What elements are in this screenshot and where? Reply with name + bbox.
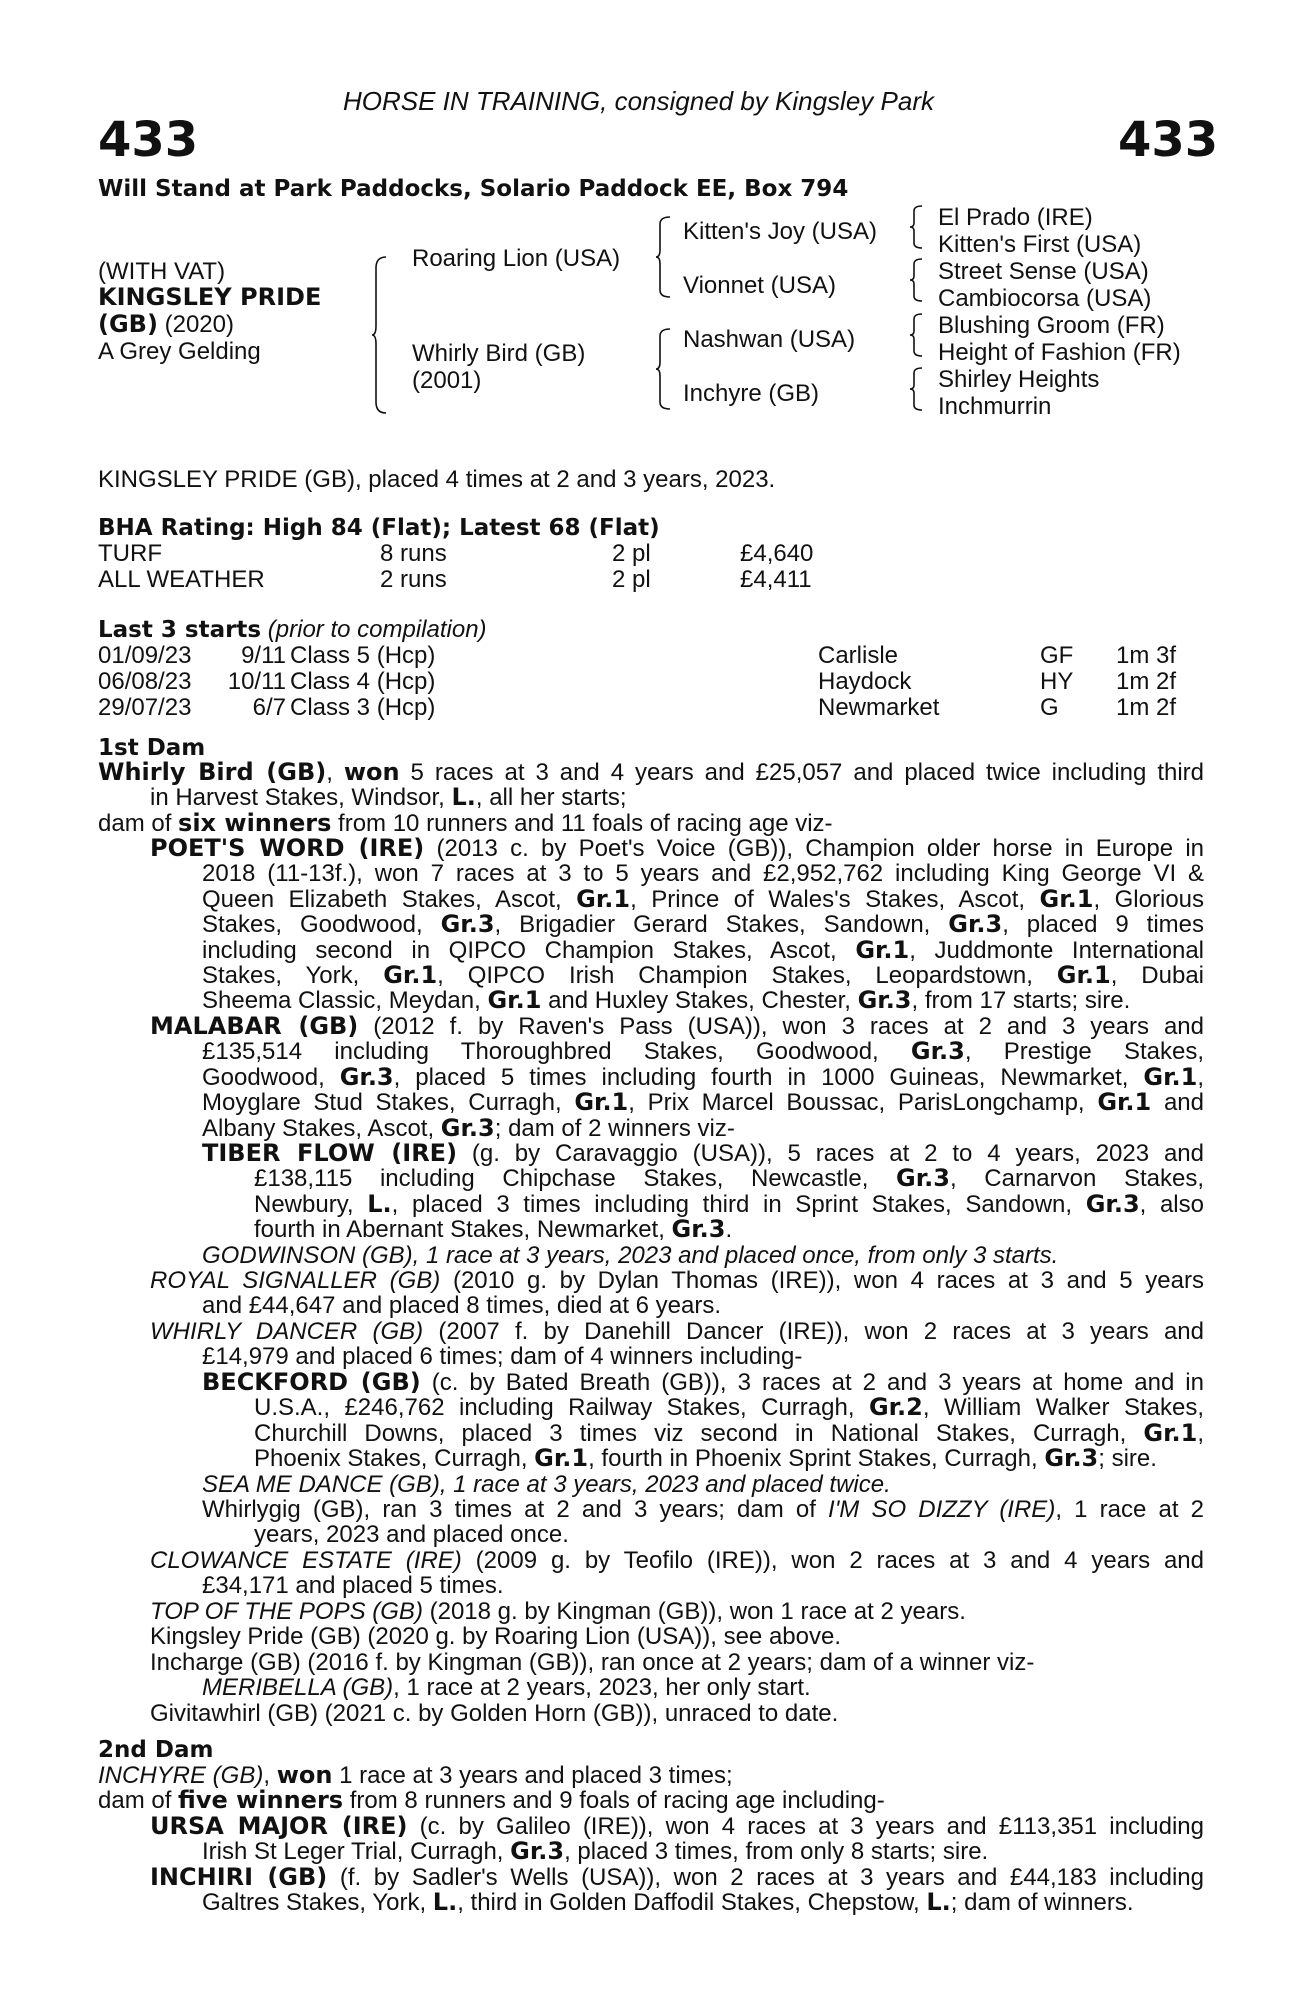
last-starts-title: Last 3 starts (prior to compilation) [98, 616, 487, 643]
start-position: 6/7 [252, 694, 286, 721]
consignment-header: HORSE IN TRAINING, consigned by Kingsley Park [343, 86, 934, 116]
pedigree-dam-sire: Nashwan (USA) [683, 326, 856, 353]
rating-turf-runs: 8 runs [380, 540, 447, 567]
pedigree-sire-dam: Vionnet (USA) [683, 272, 836, 299]
start-date: 01/09/23 [98, 642, 192, 669]
pedigree-g3: Street Sense (USA) [938, 258, 1149, 285]
progeny-ursa-major: URSA MAJOR (IRE) (c. by Galileo (IRE)), won 4 races at 3 years and £113,351 including Irish St Leger Trial, Curragh, Gr.3, placed 3 times, from only 8 starts; sire. [150, 1812, 1204, 1866]
progeny-whirly-dancer: WHIRLY DANCER (GB) (2007 f. by Danehill Dancer (IRE)), won 2 races at 3 years and £14,979 and placed 6 times; dam of 4 winners including- [150, 1318, 1204, 1371]
pedigree-dam-year: (2001) [412, 367, 482, 394]
start-distance: 1m 2f [1116, 668, 1177, 695]
pedigree-dam-dam: Inchyre (GB) [683, 380, 820, 407]
rating-turf-placed: 2 pl [612, 540, 651, 567]
lot-number-left: 433 [98, 112, 199, 168]
progeny-poets-word: POET'S WORD (IRE) (2013 c. by Poet's Voice (GB)), Champion older horse in Europe in 2018 (11-13f.), won 7 races at 3 to 5 years and £2,952,762 including King George VI & Queen Elizabeth Stakes, Ascot, Gr.1, Prince of Wales's Stakes, Ascot, Gr.1, Glorious Stakes, Goodwood, Gr.3, Brigadier Gerard Stakes, Sandown, Gr.3, placed 9 times including second in QIPCO Champion Stakes, Ascot, Gr.1, Juddmonte International Stakes, York, Gr.1, QIPCO Irish Champion Stakes, Leopardstown, Gr.1, Dubai Sheema Classic, Meydan, Gr.1 and Huxley Stakes, Chester, Gr.3, from 17 starts; sire. [150, 834, 1205, 1015]
start-position: 10/11 [227, 668, 286, 695]
pedigree-g4: Cambiocorsa (USA) [938, 285, 1152, 312]
race-summary: KINGSLEY PRIDE (GB), placed 4 times at 2 and 3 years, 2023. [98, 466, 776, 493]
start-date: 06/08/23 [98, 668, 192, 695]
second-dam-record: INCHYRE (GB), won 1 race at 3 years and placed 3 times; dam of five winners from 8 runners and 9 foals of racing age including- [98, 1761, 885, 1815]
start-distance: 1m 3f [1116, 642, 1177, 669]
vat-note: (WITH VAT) [98, 258, 226, 285]
pedigree-sire-sire: Kitten's Joy (USA) [683, 218, 877, 245]
pedigree-dam: Whirly Bird (GB) [412, 340, 586, 367]
rating-aw-placed: 2 pl [612, 566, 651, 593]
rating-turf-surface: TURF [98, 540, 162, 567]
start-class: Class 4 (Hcp) [290, 668, 436, 695]
pedigree-brace-g4 [910, 367, 924, 411]
rating-turf-prize: £4,640 [740, 540, 814, 567]
progeny-tiber-flow: TIBER FLOW (IRE) (g. by Caravaggio (USA)), 5 races at 2 to 4 years, 2023 and £138,115 including Chipchase Stakes, Newcastle, Gr.3, Carnarvon Stakes, Newbury, L., placed 3 times including third in Sprint Stakes, Sandown, Gr.3, also fourth in Abernant Stakes, Newmarket, Gr.3. [202, 1139, 1204, 1244]
progeny-clowance-estate: CLOWANCE ESTATE (IRE) (2009 g. by Teofilo (IRE)), won 2 races at 3 and 4 years and £34,171 and placed 5 times. [150, 1547, 1204, 1600]
progeny-beckford: BECKFORD (GB) (c. by Bated Breath (GB)), 3 races at 2 and 3 years at home and in U.S.A., £246,762 including Railway Stakes, Curragh, Gr.2, William Walker Stakes, Churchill Downs, placed 3 times viz second in National Stakes, Curragh, Gr.1, Phoenix Stakes, Curragh, Gr.1, fourth in Phoenix Sprint Stakes, Curragh, Gr.3; sire. [202, 1368, 1205, 1473]
start-distance: 1m 2f [1116, 694, 1177, 721]
pedigree-g1: El Prado (IRE) [938, 204, 1093, 231]
pedigree-brace-g1 [910, 205, 924, 249]
stable-location: Will Stand at Park Paddocks, Solario Paddock EE, Box 794 [98, 176, 849, 202]
start-date: 29/07/23 [98, 694, 192, 721]
second-dam-heading: 2nd Dam [98, 1737, 214, 1763]
progeny-malabar: MALABAR (GB) (2012 f. by Raven's Pass (USA)), won 3 races at 2 and 3 years and £135,514 including Thoroughbred Stakes, Goodwood, Gr.3, Prestige Stakes, Goodwood, Gr.3, placed 5 times including fourth in 1000 Guineas, Newmarket, Gr.1, Moyglare Stud Stakes, Curragh, Gr.1, Prix Marcel Boussac, ParisLongchamp, Gr.1 and Albany Stakes, Ascot, Gr.3; dam of 2 winners viz- [150, 1012, 1204, 1142]
rating-aw-prize: £4,411 [740, 566, 812, 593]
pedigree-g7: Shirley Heights [938, 366, 1100, 393]
start-position: 9/11 [241, 642, 286, 669]
pedigree-brace-g3 [910, 313, 924, 357]
first-dam-heading: 1st Dam [98, 735, 206, 761]
start-class: Class 5 (Hcp) [290, 642, 436, 669]
start-course: Newmarket [818, 694, 940, 721]
rating-aw-surface: ALL WEATHER [98, 566, 265, 593]
progeny-other: TOP OF THE POPS (GB) (2018 g. by Kingman (GB)), won 1 race at 2 years. Kingsley Pride (GB) (2020 g. by Roaring Lion (USA)), see above. Incharge (GB) (2016 f. by Kingman (GB)), ran once at 2 years; dam of a winner viz- MERIBELLA (GB), 1 race at 2 years, 2023, her only start. Givitawhirl (GB) (2021 c. by Golden Horn (GB)), unraced to date. [150, 1598, 1035, 1727]
pedigree-brace-main [372, 256, 388, 414]
progeny-godwinson: GODWINSON (GB), 1 race at 3 years, 2023 and placed once, from only 3 starts. [202, 1242, 1059, 1269]
start-going: G [1040, 694, 1059, 721]
start-going: HY [1040, 668, 1074, 695]
start-course: Haydock [818, 668, 912, 695]
pedigree-g2: Kitten's First (USA) [938, 231, 1142, 258]
progeny-royal-signaller: ROYAL SIGNALLER (GB) (2010 g. by Dylan Thomas (IRE)), won 4 races at 3 and 5 years and £44,647 and placed 8 times, died at 6 years. [150, 1267, 1204, 1320]
pedigree-brace-dam [656, 328, 672, 410]
horse-name: KINGSLEY PRIDE [98, 283, 322, 311]
horse-description: A Grey Gelding [98, 338, 261, 365]
start-course: Carlisle [818, 642, 899, 669]
progeny-inchiri: INCHIRI (GB) (f. by Sadler's Wells (USA)), won 2 races at 3 years and £44,183 including Galtres Stakes, York, L., third in Golden Daffodil Stakes, Chepstow, L.; dam of winners. [150, 1863, 1204, 1917]
rating-title: BHA Rating: High 84 (Flat); Latest 68 (Flat) [98, 515, 660, 541]
start-going: GF [1040, 642, 1074, 669]
pedigree-sire: Roaring Lion (USA) [412, 245, 621, 272]
pedigree-g6: Height of Fashion (FR) [938, 339, 1181, 366]
horse-suffix-year: (GB) (2020) [98, 310, 234, 338]
lot-number-right: 433 [1118, 112, 1219, 168]
progeny-whirlygig: Whirlygig (GB), ran 3 times at 2 and 3 years; dam of I'M SO DIZZY (IRE), 1 race at 2 years, 2023 and placed once. [202, 1496, 1204, 1549]
start-class: Class 3 (Hcp) [290, 694, 436, 721]
progeny-sea-me-dance: SEA ME DANCE (GB), 1 race at 3 years, 2023 and placed twice. [202, 1471, 891, 1498]
pedigree-brace-g2 [910, 258, 924, 302]
pedigree-g5: Blushing Groom (FR) [938, 312, 1165, 339]
pedigree-g8: Inchmurrin [938, 393, 1052, 420]
first-dam-record: Whirly Bird (GB), won 5 races at 3 and 4 years and £25,057 and placed twice including third in Harvest Stakes, Windsor, L., all her starts; dam of six winners from 10 runners and 11 foals of racing age viz- [98, 758, 1205, 837]
pedigree-brace-sire [656, 216, 672, 298]
rating-aw-runs: 2 runs [380, 566, 447, 593]
